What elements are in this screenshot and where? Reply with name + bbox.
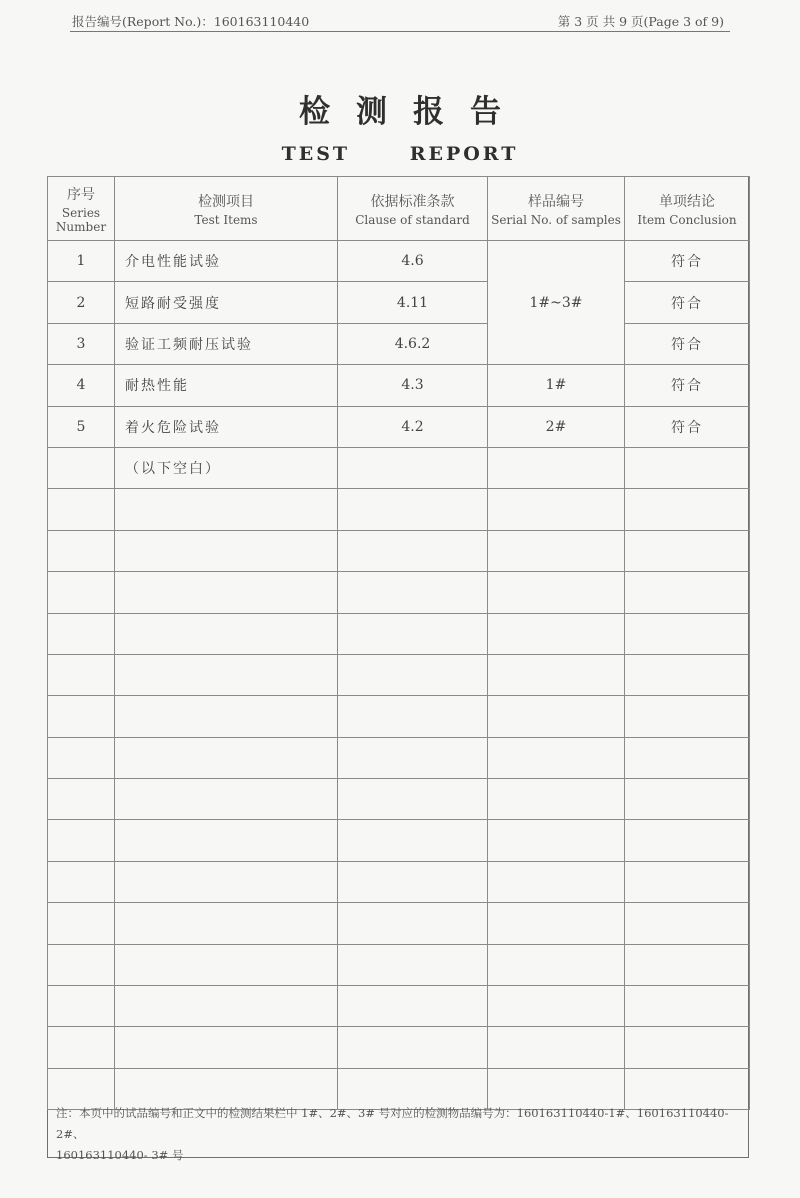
report-number: 报告编号(Report No.)：160163110440: [72, 14, 310, 29]
empty-row: [48, 820, 750, 861]
table-row: [48, 282, 750, 323]
row-clause: 4.6: [338, 241, 488, 282]
row-item: 耐热性能: [115, 365, 338, 406]
row-item: 着火危险试验: [115, 406, 338, 447]
row-conclusion: 符合: [625, 323, 750, 364]
footnote-line-1: 注：本页中的试品编号和正文中的检测结果栏中 1#、2#、3# 号对应的检测物品编号为：160163110440-1#、160163110440-2#、: [56, 1106, 729, 1141]
empty-row: [48, 654, 750, 695]
empty-row: [48, 530, 750, 571]
row-number: 4: [48, 365, 115, 406]
table-row: [48, 365, 750, 406]
empty-row: [48, 903, 750, 944]
header-series-number: 序号 Series Number: [48, 177, 115, 241]
title-chinese: 检测报告: [299, 94, 527, 130]
header-serial-no: 样品编号 Serial No. of samples: [488, 177, 625, 241]
empty-row: [48, 986, 750, 1027]
row-clause: 4.11: [338, 282, 488, 323]
page-indicator: 第 3 页 共 9 页(Page 3 of 9): [557, 14, 724, 29]
row-clause: 4.3: [338, 365, 488, 406]
header-clause: 依据标准条款 Clause of standard: [338, 177, 488, 241]
table-row: [48, 241, 750, 282]
header-conclusion: 单项结论 Item Conclusion: [625, 177, 750, 241]
title-english: TEST REPORT: [281, 143, 519, 165]
empty-row: [48, 861, 750, 902]
row-sample-merged: 1#~3#: [488, 241, 625, 365]
row-conclusion: 符合: [625, 241, 750, 282]
empty-row: [48, 696, 750, 737]
table-row: [48, 323, 750, 364]
footnote: [56, 1103, 736, 1166]
row-number: 3: [48, 323, 115, 364]
empty-row: [48, 572, 750, 613]
empty-row: [48, 1027, 750, 1068]
blank-marker: （以下空白）: [115, 447, 338, 488]
row-number: 1: [48, 241, 115, 282]
table-row-blank-marker: [48, 447, 750, 488]
row-item: 介电性能试验: [115, 241, 338, 282]
empty-row: [48, 944, 750, 985]
footnote-line-2: 160163110440- 3# 号: [56, 1148, 184, 1162]
row-number: 5: [48, 406, 115, 447]
row-sample: 1#: [488, 365, 625, 406]
empty-row: [48, 613, 750, 654]
row-clause: 4.2: [338, 406, 488, 447]
header-divider: [70, 31, 730, 32]
row-item: 验证工频耐压试验: [115, 323, 338, 364]
empty-row: [48, 779, 750, 820]
row-conclusion: 符合: [625, 406, 750, 447]
test-items-table: [47, 176, 750, 1110]
empty-row: [48, 737, 750, 778]
row-clause: 4.6.2: [338, 323, 488, 364]
row-item: 短路耐受强度: [115, 282, 338, 323]
row-sample: 2#: [488, 406, 625, 447]
table-row: [48, 406, 750, 447]
row-conclusion: 符合: [625, 282, 750, 323]
row-conclusion: 符合: [625, 365, 750, 406]
header-test-items: 检测项目 Test Items: [115, 177, 338, 241]
row-number: 2: [48, 282, 115, 323]
empty-row: [48, 489, 750, 530]
table-header-row: [48, 177, 750, 241]
